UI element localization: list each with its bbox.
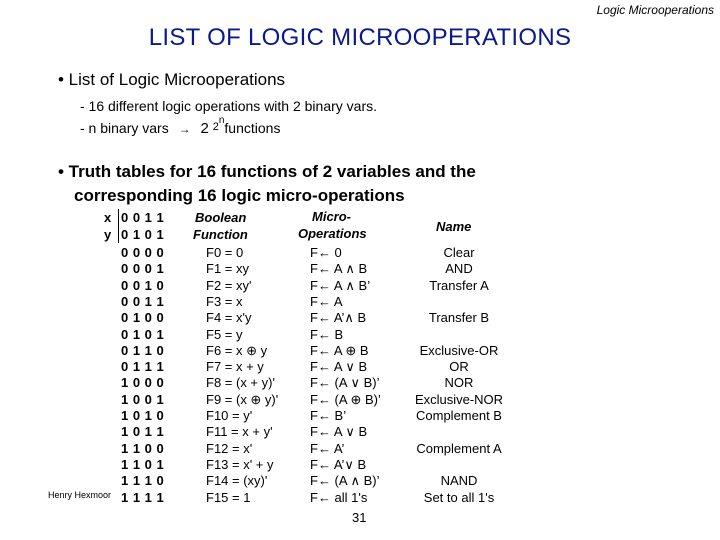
row-bits: 0 0 0 1 — [121, 261, 165, 276]
row-microoperation: F← A’∨ B — [310, 457, 367, 472]
col-micro-header-1: Micro- — [312, 209, 351, 224]
sub-bullet-n-binary-vars — [80, 115, 281, 137]
row-bits: 0 0 1 0 — [121, 278, 165, 293]
row-bits: 0 0 1 1 — [121, 294, 165, 309]
row-bits: 0 1 1 0 — [121, 343, 165, 358]
row-bits: 1 1 0 1 — [121, 457, 165, 472]
page-number: 31 — [352, 510, 367, 525]
footer-author: Henry Hexmoor — [48, 490, 112, 500]
row-name: Set to all 1's — [423, 490, 495, 505]
row-boolean-function: F15 = 1 — [206, 490, 251, 505]
sub-bullet-prefix: - n binary vars — [80, 120, 169, 136]
row-bits: 1 1 0 0 — [121, 441, 165, 456]
row-name: NAND — [440, 473, 478, 488]
bullet-list-of-logic-microoperations: • List of Logic Microoperations — [58, 70, 286, 89]
slide-title: LIST OF LOGIC MICROOPERATIONS — [148, 24, 572, 51]
row-boolean-function: F12 = x' — [206, 441, 253, 456]
row-microoperation: F← A — [310, 294, 343, 309]
row-boolean-function: F6 = x ⊕ y — [206, 343, 268, 358]
row-bits: 1 0 0 0 — [121, 375, 165, 390]
row-boolean-function: F5 = y — [206, 327, 243, 342]
row-boolean-function: F4 = x'y — [206, 310, 252, 325]
row-name: Clear — [443, 245, 475, 260]
row-bits: 1 0 1 0 — [121, 408, 165, 423]
col-name-header: Name — [436, 219, 472, 234]
row-bits: 1 1 1 1 — [121, 490, 165, 505]
bullet-truth-tables-line1: • Truth tables for 16 functions of 2 variables and the — [58, 162, 476, 181]
x-bits: 0 0 1 1 — [121, 210, 165, 225]
row-name: Complement A — [416, 441, 502, 456]
row-boolean-function: F10 = y' — [206, 408, 253, 423]
row-boolean-function: F1 = xy — [206, 261, 249, 276]
x-label: x — [104, 210, 112, 225]
row-microoperation: F← (A ⊕ B)’ — [310, 392, 381, 407]
row-bits: 0 1 1 1 — [121, 359, 165, 374]
row-bits: 0 1 0 1 — [121, 327, 165, 342]
formula-exp1: 2 — [212, 121, 219, 133]
formula-suffix: functions — [224, 120, 281, 136]
row-boolean-function: F8 = (x + y)' — [206, 375, 275, 390]
row-name: Exclusive-NOR — [414, 392, 504, 407]
header-divider — [118, 209, 119, 243]
right-arrow-icon: → — [178, 122, 191, 136]
row-boolean-function: F11 = x + y' — [206, 424, 273, 439]
col-boolean-header-2: Function — [193, 227, 248, 242]
row-name: OR — [449, 359, 469, 374]
row-bits: 1 0 1 1 — [121, 424, 165, 439]
row-boolean-function: F0 = 0 — [206, 245, 244, 260]
row-microoperation: F← A ∧ B’ — [310, 278, 371, 293]
row-microoperation: F← A ∨ B — [310, 359, 368, 374]
row-microoperation: F← A’∧ B — [310, 310, 367, 325]
row-microoperation: F← B — [310, 327, 344, 342]
bullet-truth-tables-line2: corresponding 16 logic micro-operations — [74, 186, 405, 205]
y-bits: 0 1 0 1 — [121, 227, 165, 242]
row-microoperation: F← A ∨ B — [310, 424, 368, 439]
row-microoperation: F← B’ — [310, 408, 347, 423]
row-boolean-function: F7 = x + y — [206, 359, 264, 374]
row-microoperation: F← all 1's — [310, 490, 368, 505]
row-boolean-function: F2 = xy' — [206, 278, 252, 293]
formula-base: 2 — [200, 120, 209, 137]
formula-exp2: n — [218, 115, 225, 126]
row-bits: 1 0 0 1 — [121, 392, 165, 407]
row-microoperation: F← 0 — [310, 245, 342, 260]
running-title: Logic Microoperations — [596, 3, 714, 17]
row-name: Transfer B — [428, 310, 490, 325]
y-label: y — [104, 227, 112, 242]
row-microoperation: F← (A ∧ B)’ — [310, 473, 380, 488]
col-boolean-header-1: Boolean — [195, 210, 247, 225]
sub-bullet-16-operations: - 16 different logic operations with 2 binary vars. — [80, 98, 378, 114]
row-boolean-function: F9 = (x ⊕ y)' — [206, 392, 279, 407]
row-name: Complement B — [416, 408, 502, 423]
row-name: NOR — [444, 375, 474, 390]
row-boolean-function: F3 = x — [206, 294, 243, 309]
row-microoperation: F← (A ∨ B)’ — [310, 375, 380, 390]
row-name: Transfer A — [429, 278, 489, 293]
row-bits: 0 1 0 0 — [121, 310, 165, 325]
row-microoperation: F← A’ — [310, 441, 345, 456]
col-micro-header-2: Operations — [298, 226, 367, 241]
row-microoperation: F← A ∧ B — [310, 261, 368, 276]
row-boolean-function: F14 = (xy)' — [206, 473, 268, 488]
row-bits: 1 1 1 0 — [121, 473, 165, 488]
row-bits: 0 0 0 0 — [121, 245, 165, 260]
row-name: AND — [445, 261, 473, 276]
row-microoperation: F← A ⊕ B — [310, 343, 369, 358]
row-boolean-function: F13 = x' + y — [206, 457, 274, 472]
row-name: Exclusive-OR — [419, 343, 499, 358]
